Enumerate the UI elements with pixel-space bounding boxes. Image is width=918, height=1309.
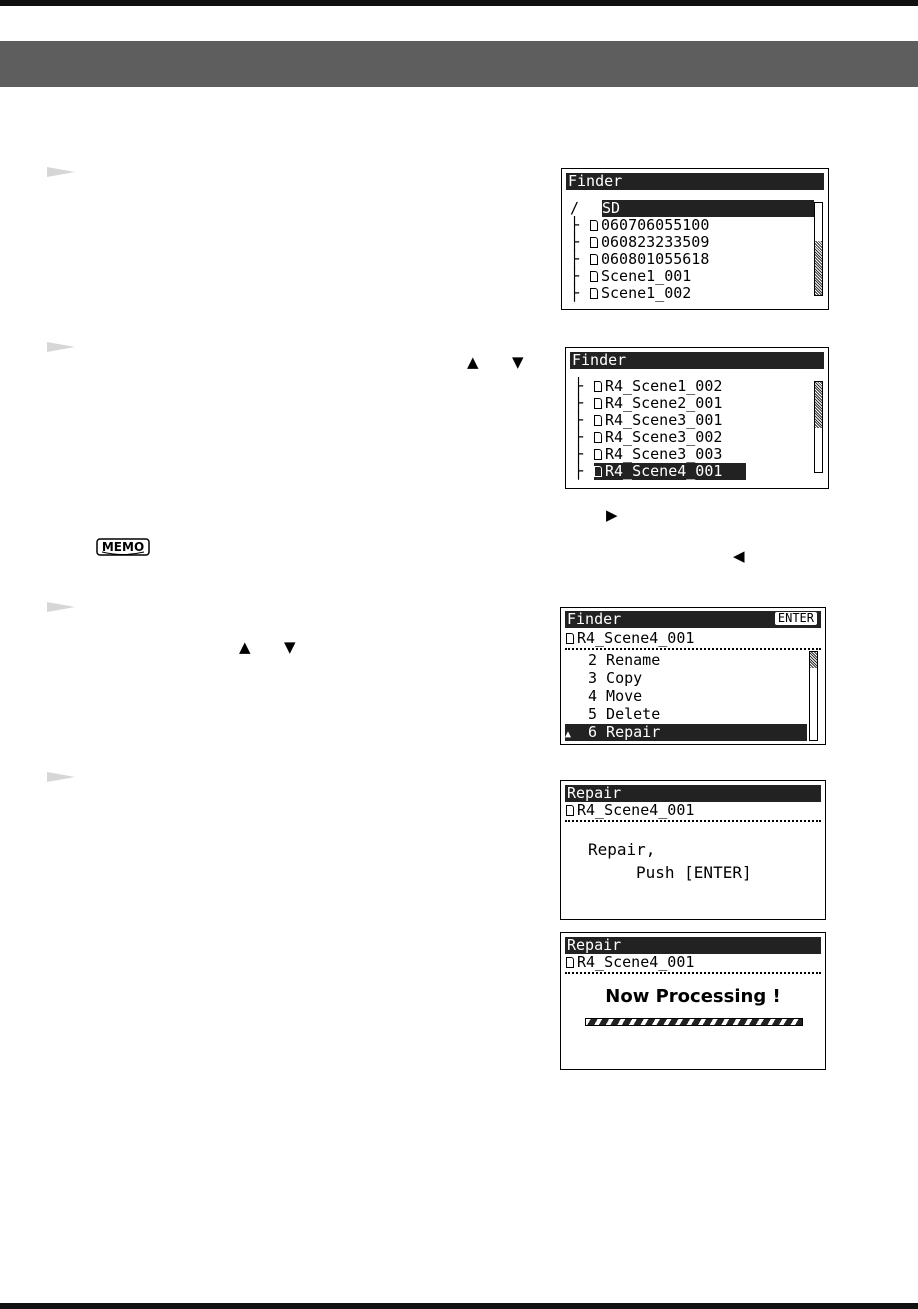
- screen-title: Repair: [565, 785, 821, 802]
- screen-title: Finder: [570, 352, 824, 369]
- menu-item-delete[interactable]: 5 Delete: [588, 705, 661, 723]
- file-icon: [566, 957, 574, 968]
- divider: [565, 972, 821, 974]
- file-icon: [566, 805, 574, 816]
- menu-item-copy[interactable]: 3 Copy: [588, 669, 643, 687]
- file-icon: [590, 237, 598, 248]
- list-item[interactable]: ├ R4_Scene3_002: [574, 428, 723, 446]
- progress-bar: [585, 1018, 803, 1026]
- file-icon: [590, 288, 598, 299]
- selected-folder-item[interactable]: SD: [602, 200, 814, 217]
- step-2-arrow-icon: [47, 340, 81, 354]
- file-icon: [594, 432, 602, 443]
- list-item[interactable]: ├ 060801055618: [570, 250, 710, 268]
- file-name: R4_Scene4_001: [566, 802, 694, 819]
- cursor-right-icon: ▶: [606, 506, 618, 524]
- cursor-up-icon: ▲: [467, 353, 479, 371]
- enter-tag: ENTER: [775, 612, 817, 625]
- divider: [565, 820, 821, 822]
- top-rule: [0, 0, 918, 6]
- push-enter-prompt: Push [ENTER]: [636, 863, 752, 882]
- divider: [565, 648, 821, 650]
- cursor-down-icon: ▼: [512, 353, 524, 371]
- scrollbar-thumb[interactable]: [815, 241, 822, 295]
- list-item[interactable]: ├ R4_Scene3_001: [574, 411, 723, 429]
- file-icon: [594, 466, 602, 477]
- menu-item-rename[interactable]: 2 Rename: [588, 651, 661, 669]
- svg-text:MEMO: MEMO: [101, 540, 145, 554]
- menu-item-move[interactable]: 4 Move: [588, 687, 643, 705]
- screen-title: Finder: [566, 173, 824, 190]
- scrollbar[interactable]: [814, 381, 823, 473]
- file-icon: [594, 381, 602, 392]
- scrollbar[interactable]: [814, 202, 823, 296]
- bottom-rule: [0, 1303, 918, 1309]
- step-1-arrow-icon: [47, 165, 81, 179]
- cursor-down-icon: ▼: [284, 638, 296, 656]
- memo-icon: [96, 538, 150, 556]
- repair-confirm-screen: [560, 780, 826, 920]
- file-icon: [590, 271, 598, 282]
- selected-list-item[interactable]: ├ R4_Scene4_001: [574, 463, 746, 480]
- finder-screen-list: [565, 347, 829, 489]
- cursor-up-icon: ▲: [239, 638, 251, 656]
- file-icon: [590, 254, 598, 265]
- list-item[interactable]: ├ 060823233509: [570, 233, 710, 251]
- file-icon: [594, 449, 602, 460]
- screen-title: Repair: [565, 937, 821, 954]
- scrollbar[interactable]: [809, 651, 818, 741]
- cursor-left-icon: ◀: [733, 547, 745, 565]
- list-item[interactable]: ├ R4_Scene2_001: [574, 394, 723, 412]
- file-name: R4_Scene4_001: [566, 630, 694, 647]
- step-4-arrow-icon: [47, 770, 81, 784]
- file-icon: [566, 633, 574, 644]
- root-path-label: /: [570, 199, 580, 217]
- repair-progress-screen: [560, 932, 826, 1070]
- step-3-arrow-icon: [47, 600, 81, 614]
- processing-status: Now Processing !: [605, 986, 781, 1007]
- finder-menu-screen: [560, 607, 826, 745]
- list-item[interactable]: ├ Scene1_001: [570, 267, 692, 285]
- file-name: R4_Scene4_001: [566, 954, 694, 971]
- finder-screen-root: [561, 168, 829, 310]
- list-item[interactable]: ├ R4_Scene1_002: [574, 377, 723, 395]
- section-header-bar: [0, 41, 918, 87]
- file-icon: [594, 415, 602, 426]
- menu-item-repair[interactable]: ▲ 6 Repair: [565, 724, 807, 741]
- file-icon: [594, 398, 602, 409]
- list-item[interactable]: ├ Scene1_002: [570, 284, 692, 302]
- list-item[interactable]: ├ R4_Scene3_003: [574, 445, 723, 463]
- file-icon: [590, 220, 598, 231]
- screen-title: Finder ENTER: [565, 611, 821, 628]
- list-item[interactable]: ├ 060706055100: [570, 216, 710, 234]
- scrollbar-thumb[interactable]: [810, 652, 817, 668]
- scrollbar-thumb[interactable]: [815, 382, 822, 428]
- repair-prompt: Repair,: [588, 840, 656, 859]
